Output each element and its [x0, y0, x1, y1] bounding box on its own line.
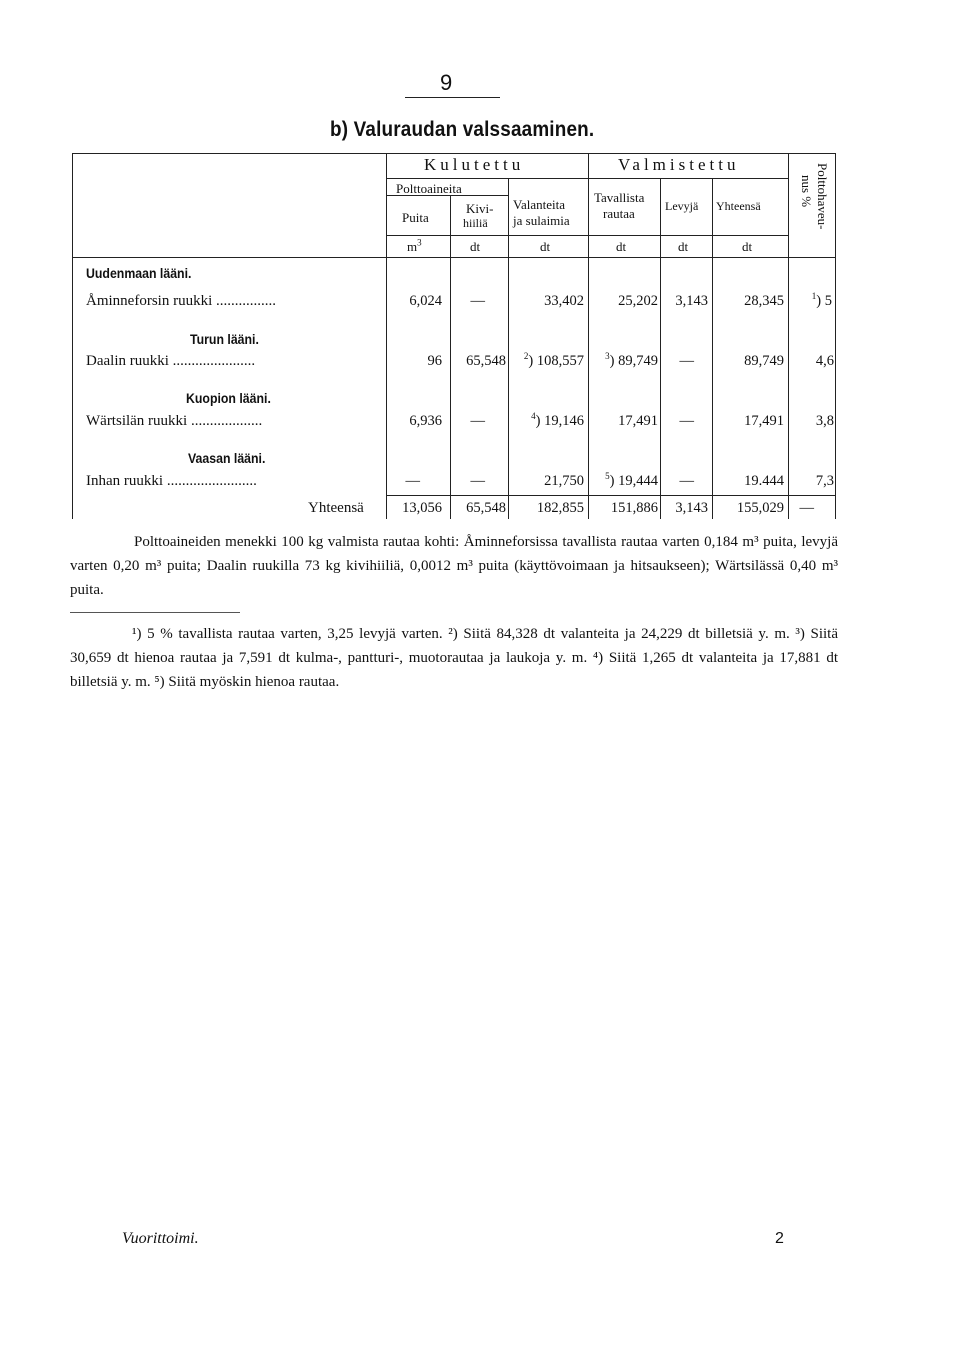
cell-tavallista: 25,202	[618, 293, 658, 309]
total-valanteita: 182,855	[536, 500, 584, 516]
page-number-rule	[405, 97, 500, 98]
unit-valanteita: dt	[540, 239, 551, 254]
header-produced: Valmistettu	[618, 155, 740, 174]
fuel-consumption-paragraph: Polttoaineiden menekki 100 kg valmista rautaa kohti: Åminneforsissa tavallista rautaa varten 0,184 m³ puita, levyjä varten 0,20 m³ puita; Daalin ruukilla 73 kg kivihiiliä, 0,0012 m³ puita (käyttövoimaan ja hitsaukseen); Wärtsilässä 0,40 m³ puita.	[70, 534, 838, 598]
cell-loss: 4,6	[815, 353, 834, 369]
col-rule-3	[508, 178, 509, 519]
col-rule-1	[386, 153, 387, 519]
cell-loss: $^1$) 5	[811, 291, 832, 309]
province-label: Kuopion lääni.	[186, 390, 271, 406]
table-top-rule	[72, 153, 836, 154]
cell-tavallista: $^5$) 19,444	[605, 471, 658, 489]
cell-puita: 96	[427, 353, 442, 369]
footer-right: 2	[775, 1230, 784, 1247]
unit-levyja: dt	[678, 239, 689, 254]
header-kivihiilia-2: hiiliä	[463, 216, 488, 230]
row-name: Wärtsilän ruukki ...................	[86, 413, 263, 429]
header-rule-3	[386, 235, 788, 236]
cell-valanteita: 33,402	[544, 293, 584, 309]
cell-levyja: —	[679, 413, 694, 429]
cell-levyja: —	[679, 353, 694, 369]
cell-levyja: 3,143	[675, 293, 708, 309]
section-heading: b) Valuraudan valssaaminen.	[330, 118, 595, 141]
col-rule-7	[788, 153, 789, 519]
page-number: 9	[440, 70, 453, 95]
total-loss: —	[799, 500, 814, 516]
cell-valanteita: $^2$) 108,557	[523, 351, 584, 369]
header-poltto-2: nus %	[799, 175, 814, 208]
cell-levyja: —	[679, 473, 694, 489]
cell-valanteita: $^4$) 19,146	[531, 411, 584, 429]
cell-yhteensa: 89,749	[744, 353, 784, 369]
total-puita: 13,056	[402, 500, 442, 516]
unit-tavallista: dt	[616, 239, 627, 254]
header-yhteensa: Yhteensä	[716, 199, 761, 213]
col-rule-6	[712, 178, 713, 519]
province-label: Turun lääni.	[190, 331, 259, 347]
col-rule-5	[660, 178, 661, 519]
header-tavallista-1: Tavallista	[594, 190, 645, 205]
row-name: Åminneforsin ruukki ................	[86, 293, 276, 309]
table-left-rule	[72, 153, 73, 519]
header-valanteita-2: ja sulaimia	[513, 213, 570, 228]
total-kivi: 65,548	[466, 500, 506, 516]
footnote-rule	[70, 612, 240, 613]
header-tavallista-2: rautaa	[603, 206, 635, 221]
province-label: Uudenmaan lääni.	[86, 265, 192, 281]
header-puita: Puita	[402, 210, 429, 225]
cell-valanteita: 21,750	[544, 473, 584, 489]
header-bottom-rule	[72, 257, 836, 258]
unit-puita: $m^3$	[407, 237, 422, 254]
row-name: Daalin ruukki ......................	[86, 353, 256, 369]
cell-kivi: —	[470, 413, 485, 429]
total-label: Yhteensä	[308, 500, 364, 516]
province-label: Vaasan lääni.	[188, 450, 266, 466]
header-poltto-1: Polttohaveu-	[815, 163, 830, 230]
unit-yhteensa: dt	[742, 239, 753, 254]
footer-left: Vuorittoimi.	[122, 1230, 199, 1247]
cell-yhteensa: 17,491	[744, 413, 784, 429]
col-rule-4	[588, 153, 589, 519]
cell-puita: 6,936	[409, 413, 442, 429]
total-rule	[386, 495, 836, 496]
header-rule-1	[386, 178, 788, 179]
header-kivihiilia-1: Kivi-	[466, 201, 494, 216]
cell-yhteensa: 19.444	[744, 473, 784, 489]
data-table	[72, 153, 836, 519]
cell-kivi: —	[470, 473, 485, 489]
cell-loss: 3,8	[815, 413, 834, 429]
cell-kivi: 65,548	[466, 353, 506, 369]
unit-kivi: dt	[470, 239, 481, 254]
header-consumed: Kulutettu	[424, 155, 525, 174]
table-right-rule	[835, 153, 836, 519]
cell-tavallista: $^3$) 89,749	[605, 351, 658, 369]
cell-puita: 6,024	[409, 293, 442, 309]
footnotes: ¹) 5 % tavallista rautaa varten, 3,25 levyjä varten. ²) Siitä 84,328 dt valanteita ja 24,229 dt billetsiä y. m. ³) Siitä 30,659 dt hienoa rautaa ja 7,591 dt kulma-, pantturi-, muotorautaa ja laukoja y. m. ⁴) Siitä 1,265 dt valanteita ja 17,881 dt billetsiä y. m. ⁵) Siitä myöskin hienoa rautaa.	[70, 626, 838, 690]
header-valanteita-1: Valanteita	[513, 197, 565, 212]
cell-puita: —	[405, 473, 420, 489]
total-yhteensa: 155,029	[736, 500, 784, 516]
cell-yhteensa: 28,345	[744, 293, 784, 309]
row-name: Inhan ruukki ........................	[86, 473, 257, 489]
header-levyja: Levyjä	[665, 199, 699, 213]
total-tavallista: 151,886	[610, 500, 658, 516]
cell-tavallista: 17,491	[618, 413, 658, 429]
total-levyja: 3,143	[675, 500, 708, 516]
cell-kivi: —	[470, 293, 485, 309]
cell-loss: 7,3	[815, 473, 834, 489]
header-fuels: Polttoaineita	[396, 181, 462, 196]
